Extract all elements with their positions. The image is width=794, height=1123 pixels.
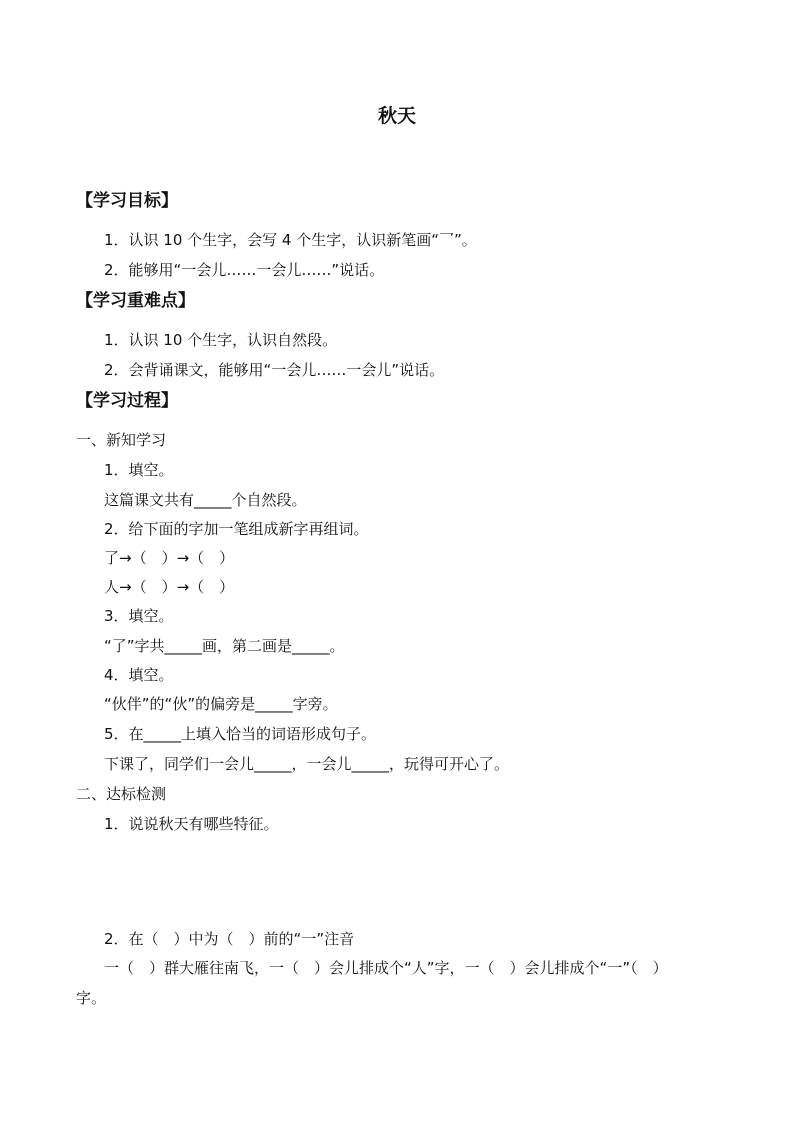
question-line: “了”字共_____画，第二画是_____。 [104, 637, 345, 655]
question-line: 了→（ ）→（ ） [104, 549, 235, 567]
key-point-item: 2．会背诵课文，能够用“一会儿……一会儿”说话。 [104, 361, 445, 379]
question-line: 4．填空。 [104, 666, 174, 684]
page-title: 秋天 [377, 105, 416, 127]
question-line: 一（ ）群大雁往南飞，一（ ）会儿排成个“人”字，一（ ）会儿排成个“一”（ ） [104, 959, 668, 977]
goal-item: 1．认识 10 个生字，会写 4 个生字，认识新笔画“乛”。 [104, 231, 477, 249]
question-line: 3．填空。 [104, 607, 174, 625]
question-line: 5．在_____上填入恰当的词语形成句子。 [104, 725, 377, 743]
section-title: 一、新知学习 [76, 431, 167, 449]
question-line: “伙伴”的“伙”的偏旁是_____字旁。 [104, 695, 338, 713]
goals-heading: 【学习目标】 [76, 191, 178, 211]
key-point-item: 1．认识 10 个生字，认识自然段。 [104, 331, 338, 349]
question-line: 1．填空。 [104, 461, 174, 479]
question-line: 2．给下面的字加一笔组成新字再组词。 [104, 520, 369, 538]
process-heading: 【学习过程】 [76, 391, 178, 411]
question-line: 人→（ ）→（ ） [104, 578, 235, 596]
section-title: 二、达标检测 [76, 785, 167, 803]
goal-item: 2．能够用“一会儿……一会儿……”说话。 [104, 261, 385, 279]
question-line: 下课了，同学们一会儿_____，一会儿_____，玩得可开心了。 [104, 755, 510, 773]
question-line: 2．在（ ）中为（ ）前的“一”注音 [104, 930, 355, 948]
question-line: 1．说说秋天有哪些特征。 [104, 815, 279, 833]
key-points-heading: 【学习重难点】 [76, 291, 195, 311]
question-line: 这篇课文共有_____个自然段。 [104, 491, 307, 509]
question-line: 字。 [76, 989, 107, 1007]
